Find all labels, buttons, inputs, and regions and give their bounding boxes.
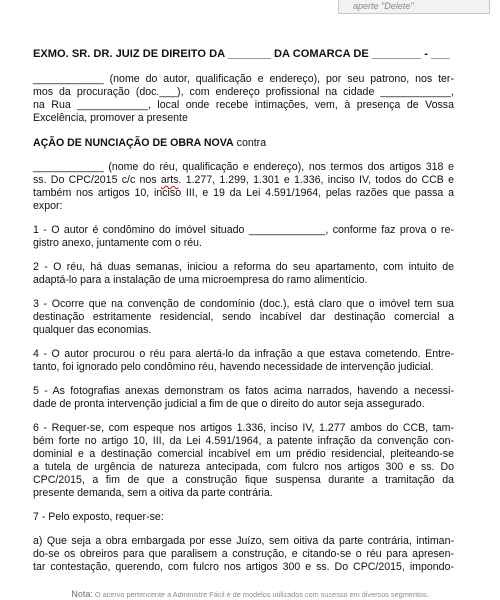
- delete-hint-note: aperte "Delete": [338, 0, 490, 14]
- item-a-line-1: a) Que seja a obra embargada por esse Juízo, sem oitiva da parte contrária, intiman-: [33, 535, 454, 547]
- item-1-line-1: 1 - O autor é condômino do imóvel situado _____________, conforme faz prova o re-: [33, 224, 454, 236]
- item-6-line-4: a tutela de urgência de natureza antecipada, com fulcro nos artigos 300 e ss. Do: [33, 461, 454, 473]
- item-2-line-2: adaptá-lo para a instalação de uma microempresa do ramo alimentício.: [33, 274, 368, 286]
- item-a-line-3: tar contestação, querendo, com fulcro nos artigos 300 e ss. Do CPC/2015, impondo-: [33, 561, 454, 573]
- item-3-line-1: 3 - Ocorre que na convenção de condomínio (doc.), está claro que o imóvel tem sua: [33, 298, 454, 310]
- item-6-line-2: bém forte no artigo 10, III, da Lei 4.591/1964, a patente infração da convenção con-: [33, 435, 454, 447]
- intro-line-3: na Rua ____________, local onde recebe intimações, vem, à presença de Vossa: [33, 99, 454, 111]
- item-2-line-1: 2 - O réu, há duas semanas, iniciou a reforma do seu apartamento, com intuito de: [33, 261, 454, 273]
- item-4-line-2: tanto, foi ignorado pelo condômino réu, havendo necessidade de intervenção judicial.: [33, 361, 434, 373]
- defendant-line-2-end: . 1.277, 1.299, 1.301 e 1.336, inciso IV, todos do CCB e: [178, 174, 455, 186]
- intro-line-1: ____________ (nome do autor, qualificação e endereço), por seu patrono, nos ter-: [33, 73, 454, 85]
- item-6-line-5: CPC/2015, a fim de que a construção fique suspensa durante a tramitação da: [33, 474, 454, 486]
- defendant-line-1: ____________ (nome do réu, qualificação e endereço), nos termos dos artigos 318 e: [33, 161, 454, 173]
- defendant-line-2: [33, 174, 454, 187]
- item-a-line-2: do-se os obreiros para que paralisem a construção, e citando-se o réu para apresen-: [33, 548, 454, 560]
- item-7: 7 - Pelo exposto, requer-se:: [33, 511, 164, 523]
- intro-line-2: mos da procuração (doc.___), com endereço profissional na cidade ____________,: [33, 86, 454, 98]
- item-5-line-1: 5 - As fotografias anexas demonstram os fatos acima narrados, havendo a necessi-: [33, 385, 454, 397]
- footer-label: Nota:: [71, 589, 93, 599]
- item-1-line-2: gistro anexo, juntamente com o réu.: [33, 237, 203, 249]
- footer-text: O acervo pertencente a Administre Fácil é de modelos utilizados com sucesso em diversos segmentos.: [92, 590, 429, 599]
- defendant-line-3: também nos artigos 10, inciso III, e 19 da Lei 4.591/1964, pelas razões que passa a: [33, 187, 454, 199]
- item-6-line-1: 6 - Requer-se, com espeque nos artigos 1.336, inciso IV, 1.277 ambos do CCB, tam-: [33, 422, 454, 434]
- action-suffix: contra: [233, 137, 267, 149]
- action-title: AÇÃO DE NUNCIAÇÃO DE OBRA NOVA: [33, 137, 234, 149]
- item-3-line-3: qualquer das economias.: [33, 324, 152, 336]
- item-6-line-3: dominial e a destinação comercial incabível em um prédio residencial, pleiteando-se: [33, 448, 454, 460]
- item-5-line-2: dade de pronta intervenção judicial a fim de que o direito do autor seja assegurado.: [33, 398, 425, 410]
- defendant-line-2-start: ss. Do CPC/2015 c/c nos: [33, 174, 161, 186]
- spellcheck-word: arts: [160, 174, 179, 186]
- court-header: EXMO. SR. DR. JUIZ DE DIREITO DA _______ DA COMARCA DE ________ - ___: [33, 48, 450, 60]
- action-heading: [33, 137, 454, 150]
- item-4-line-1: 4 - O autor procurou o réu para alertá-lo da infração a que estava cometendo. Entre-: [33, 348, 454, 360]
- intro-line-4: Excelência, promover a presente: [33, 112, 188, 124]
- item-3-line-2: destinação estritamente residencial, sendo incabível dar destinação comercial a: [33, 311, 454, 323]
- footer-note: [0, 589, 500, 599]
- defendant-line-4: expor:: [33, 200, 63, 212]
- item-6-line-6: presente demanda, sem a oitiva da parte contrária.: [33, 487, 273, 499]
